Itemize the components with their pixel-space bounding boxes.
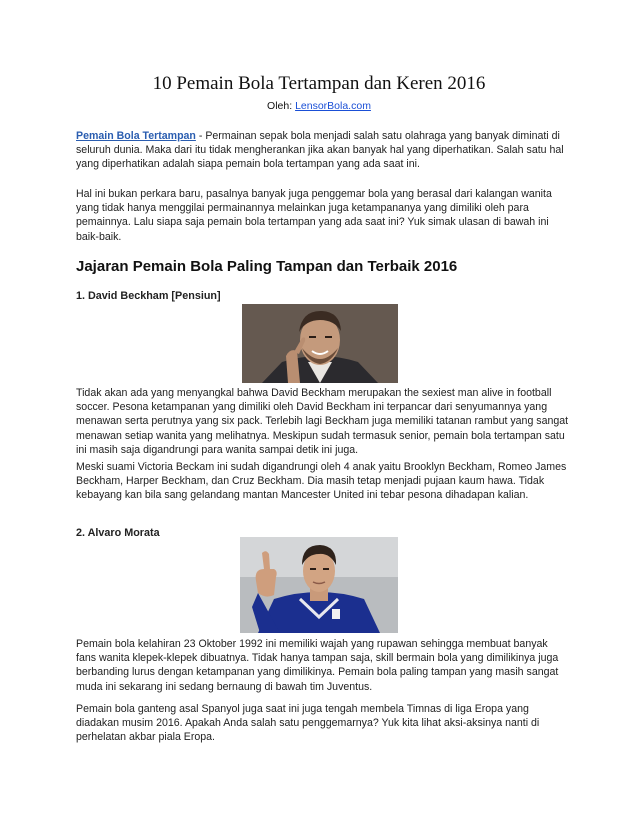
player-2-photo — [240, 537, 398, 633]
section-heading: Jajaran Pemain Bola Paling Tampan dan Terbaik 2016 — [76, 258, 458, 275]
byline — [0, 100, 638, 112]
intro-link[interactable]: Pemain Bola Tertampan — [76, 130, 196, 142]
intro-paragraph-1 — [76, 129, 570, 172]
player-1-paragraph-1: Tidak akan ada yang menyangkal bahwa David Beckham merupakan the sexiest man alive in football soccer. Pesona ketampanan yang dimiliki oleh David Beckham ini terpancar dari senyumannya yang menawan serta perutnya yang six pack. Terlebih lagi Beckham juga memiliki tatanan rambut yang sangat menawan setiap wanita yang melihatnya. Meskipun sudah termasuk senior, pemain bola tertampan satu ini masih saja digandrungi para wanita sampai detik ini juga. — [76, 387, 569, 456]
player-1-photo — [242, 304, 398, 383]
morata-image — [240, 537, 398, 633]
intro-paragraph-1-text: - Permainan sepak bola menjadi salah satu olahraga yang banyak diminati di seluruh dunia. Maka dari itu tidak mengherankan jika akan banyak hal yang diperhatikan. Salah satu hal yang diperhatikan adalah siapa pemain bola tertampan yang ada saat ini. — [76, 130, 564, 171]
player-2-paragraph-1: Pemain bola kelahiran 23 Oktober 1992 ini memiliki wajah yang rupawan sehingga membuat banyak fans wanita klepek-klepek dibuatnya. Tidak hanya tampan saja, skill bermain bola yang dimilikinya juga berbanding lurus dengan ketampanan yang dimilikinya. Pemain bola paling tampan yang masih sangat muda ini sekarang ini sedang bernaung di bawah tim Juventus. — [76, 638, 559, 693]
player-2-heading: 2. Alvaro Morata — [76, 527, 160, 539]
document-title: 10 Pemain Bola Tertampan dan Keren 2016 — [152, 73, 486, 94]
beckham-image — [242, 304, 398, 383]
player-1-paragraph-2: Meski suami Victoria Beckam ini sudah digandrungi oleh 4 anak yaitu Brooklyn Beckham, Romeo James Beckham, Harper Beckham, dan Cruz Beckham. Dia masih tetap menjadi pujaan kaum hawa. Tidak kebayang kan bila sang gelandang mantan Mancester United ini tebar pesona dihadapan kalian. — [76, 461, 567, 502]
byline-link[interactable]: LensorBola.com — [295, 100, 371, 112]
intro-paragraph-2: Hal ini bukan perkara baru, pasalnya banyak juga penggemar bola yang berasal dari kalangan wanita yang tidak hanya menggilai permainannya melainkan juga ketampananya yang dimiliki oleh para pemainnya. Lalu siapa saja pemain bola tertampan yang ada saat ini? Yuk simak ulasan di bawah ini baik-baik. — [76, 188, 552, 243]
player-1-heading: 1. David Beckham [Pensiun] — [76, 290, 221, 302]
byline-prefix: Oleh: — [267, 100, 296, 112]
player-2-paragraph-2: Pemain bola ganteng asal Spanyol juga saat ini juga tengah membela Timnas di liga Eropa yang diadakan musim 2016. Apakah Anda salah satu penggemarnya? Yuk kita lihat aksi-aksinya nanti di perhelatan akbar piala Eropa. — [76, 703, 540, 744]
